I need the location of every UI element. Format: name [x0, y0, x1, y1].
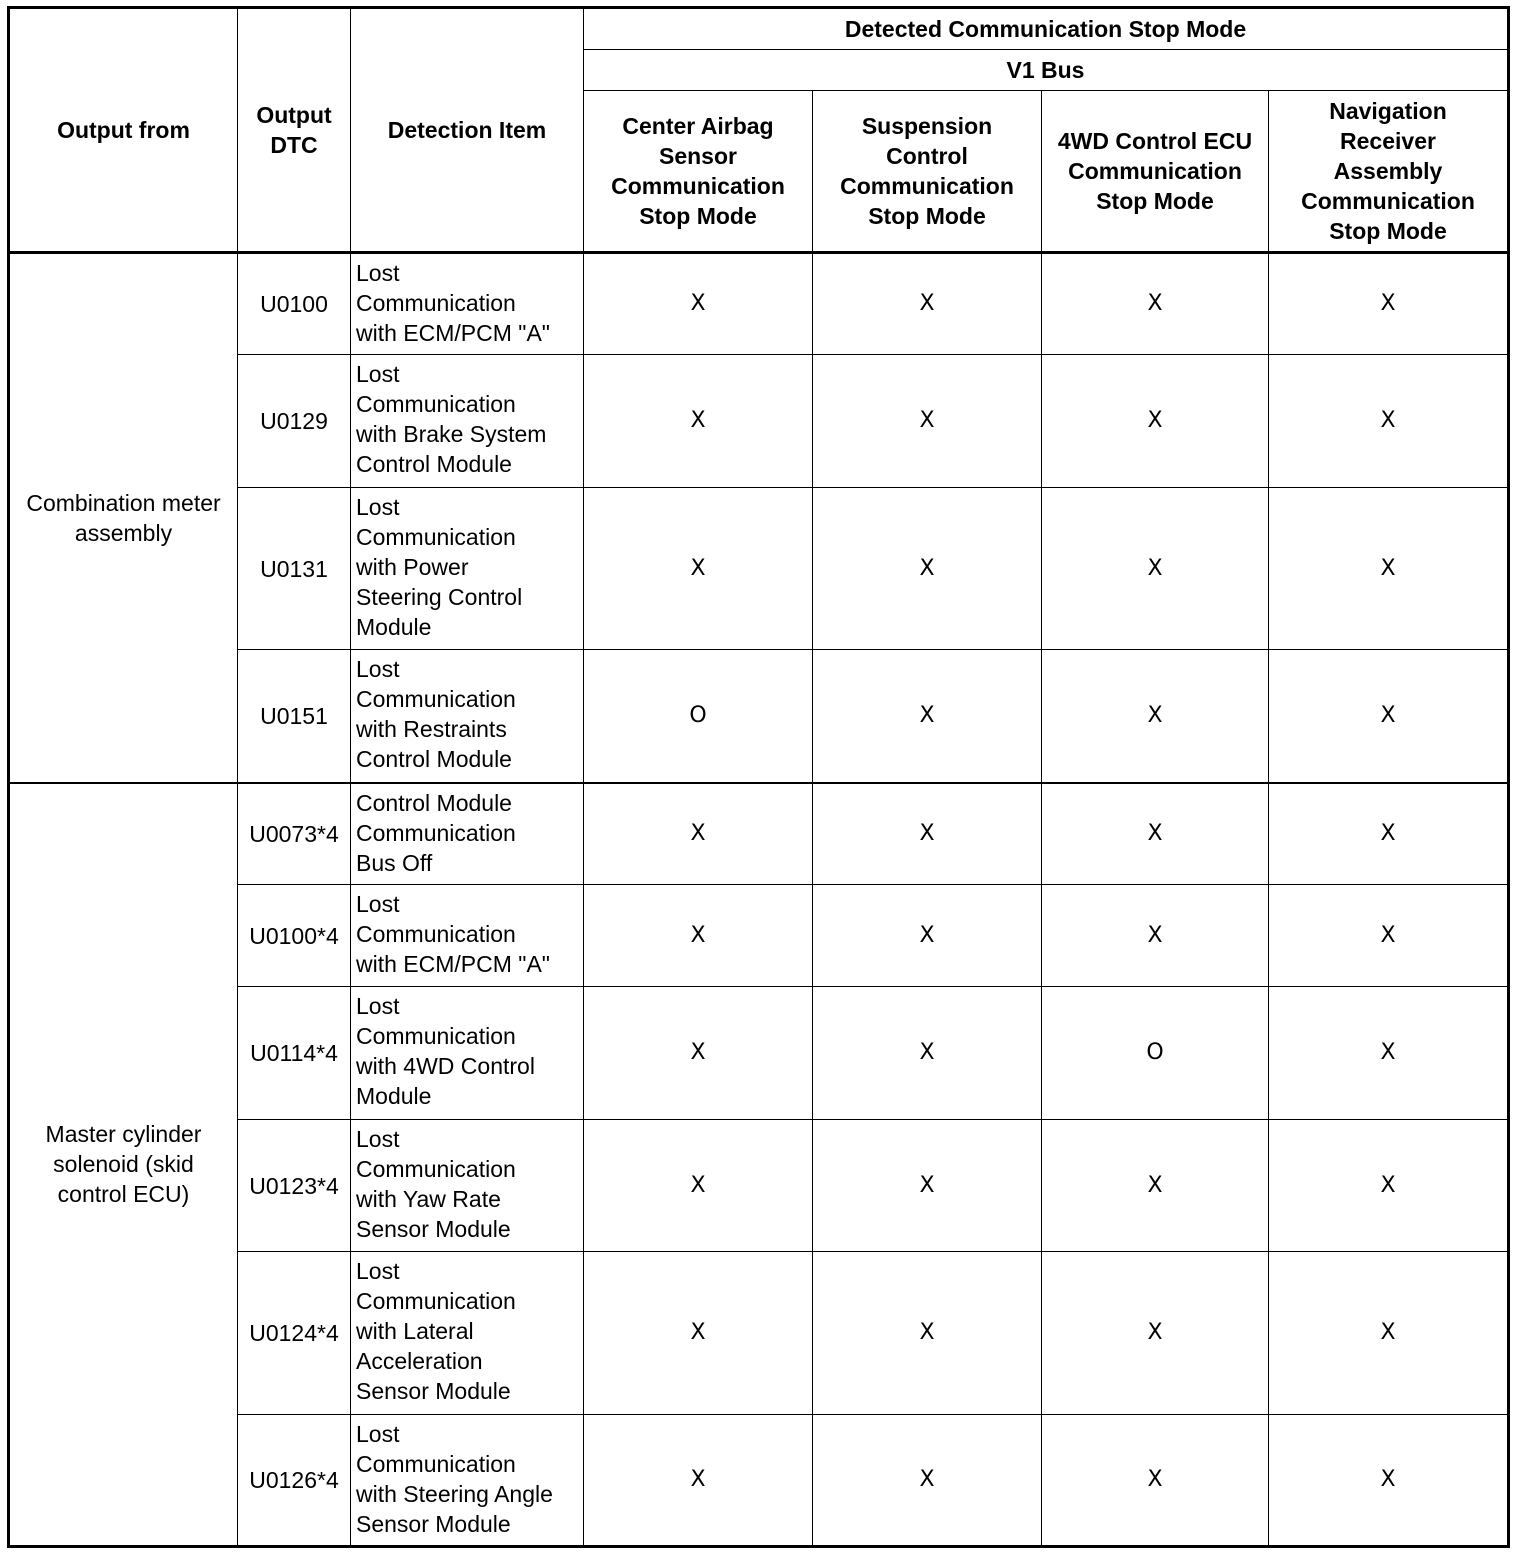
header-mode-center-airbag-sensor	[584, 91, 813, 253]
detection-item-line: Lost	[356, 361, 400, 387]
detection-item-line: Module	[356, 614, 432, 640]
table-body	[9, 253, 1509, 1547]
mark-not-detected: X	[813, 1415, 1042, 1547]
mark-not-detected: X	[584, 1415, 813, 1547]
detection-item-line: Communication	[356, 1451, 516, 1477]
header-detected-communication-stop-mode: Detected Communication Stop Mode	[584, 8, 1509, 50]
mark-not-detected: X	[584, 885, 813, 987]
header-mode-line: Assembly	[1333, 158, 1443, 184]
header-detection-item: Detection Item	[351, 8, 584, 253]
detection-item-line: Communication	[356, 524, 516, 550]
mark-not-detected: X	[584, 1252, 813, 1415]
mark-not-detected: X	[813, 650, 1042, 783]
detection-item-line: Communication	[356, 1288, 516, 1314]
mark-not-detected: X	[1269, 1120, 1509, 1252]
detection-item-line: with Lateral	[356, 1318, 474, 1344]
detection-item-line: with 4WD Control	[356, 1053, 535, 1079]
detection-item-line: Communication	[356, 1023, 516, 1049]
dtc-code: U0073*4	[238, 783, 351, 885]
dtc-code: U0129	[238, 355, 351, 488]
mark-not-detected: X	[1269, 488, 1509, 650]
dtc-communication-stop-mode-table	[7, 6, 1510, 1548]
mark-not-detected: X	[1269, 987, 1509, 1120]
header-mode-4wd-control-ecu	[1042, 91, 1269, 253]
detection-item-line: with Yaw Rate	[356, 1186, 501, 1212]
detection-item-line: Control Module	[356, 789, 512, 816]
table-header	[9, 8, 1509, 253]
detection-item-line: with Restraints	[356, 716, 507, 742]
detection-item-line: Communication	[356, 1156, 516, 1182]
output-from-line: solenoid (skid	[53, 1151, 194, 1178]
header-mode-line: Navigation	[1329, 98, 1447, 124]
mark-not-detected: X	[584, 355, 813, 488]
mark-not-detected: X	[1042, 355, 1269, 488]
mark-not-detected: X	[1042, 1415, 1269, 1547]
output-from-cell	[9, 783, 238, 1547]
detection-item-line: Steering Control	[356, 584, 523, 610]
mark-not-detected: X	[813, 987, 1042, 1120]
mark-not-detected: X	[1042, 650, 1269, 783]
table-row	[9, 783, 1509, 885]
mark-not-detected: X	[584, 1120, 813, 1252]
header-mode-line: Center Airbag	[622, 113, 774, 139]
header-mode-line: Communication	[611, 173, 785, 199]
detection-item	[351, 987, 584, 1120]
mark-not-detected: X	[813, 783, 1042, 885]
detection-item-line: with Power	[356, 554, 469, 580]
header-mode-line: Stop Mode	[1096, 188, 1214, 214]
mark-not-detected: X	[1269, 783, 1509, 885]
header-mode-line: Communication	[1068, 158, 1242, 184]
mark-not-detected: X	[813, 1252, 1042, 1415]
mark-not-detected: X	[1042, 253, 1269, 355]
detection-item	[351, 650, 584, 783]
dtc-code: U0131	[238, 488, 351, 650]
header-output-dtc-line1: Output	[256, 102, 332, 128]
dtc-code: U0123*4	[238, 1120, 351, 1252]
mark-detected: O	[1042, 987, 1269, 1120]
mark-not-detected: X	[813, 253, 1042, 355]
detection-item-line: Lost	[356, 1126, 400, 1152]
detection-item-line: Communication	[356, 819, 516, 846]
mark-not-detected: X	[584, 987, 813, 1120]
detection-item-line: Communication	[356, 391, 516, 417]
detection-item	[351, 1415, 584, 1547]
detection-item-line: with ECM/PCM "A"	[356, 951, 550, 977]
mark-not-detected: X	[1042, 1252, 1269, 1415]
mark-not-detected: X	[584, 488, 813, 650]
mark-not-detected: X	[584, 783, 813, 885]
header-mode-line: Stop Mode	[1329, 218, 1447, 244]
mark-not-detected: X	[1269, 885, 1509, 987]
detection-item	[351, 488, 584, 650]
detection-item-line: Control Module	[356, 451, 512, 477]
header-mode-line: Control	[886, 143, 968, 169]
mark-not-detected: X	[813, 355, 1042, 488]
detection-item-line: Lost	[356, 494, 400, 520]
detection-item-line: Lost	[356, 891, 400, 917]
detection-item	[351, 783, 584, 885]
detection-item-line: Module	[356, 1083, 432, 1109]
detection-item-line: Sensor Module	[356, 1378, 511, 1404]
mark-not-detected: X	[813, 885, 1042, 987]
detection-item-line: Acceleration	[356, 1348, 483, 1374]
output-from-line: Master cylinder	[45, 1121, 202, 1148]
mark-detected: O	[584, 650, 813, 783]
dtc-code: U0100*4	[238, 885, 351, 987]
detection-item-line: Lost	[356, 656, 400, 682]
detection-item	[351, 1120, 584, 1252]
detection-item-line: Communication	[356, 290, 516, 316]
header-mode-suspension-control	[813, 91, 1042, 253]
header-v1-bus: V1 Bus	[584, 50, 1509, 91]
mark-not-detected: X	[1042, 783, 1269, 885]
table-row	[9, 253, 1509, 355]
detection-item-line: Communication	[356, 686, 516, 712]
detection-item-line: Lost	[356, 1258, 400, 1284]
dtc-code: U0100	[238, 253, 351, 355]
header-mode-line: Sensor	[659, 143, 737, 169]
mark-not-detected: X	[1042, 488, 1269, 650]
mark-not-detected: X	[813, 488, 1042, 650]
mark-not-detected: X	[1269, 1415, 1509, 1547]
header-mode-line: 4WD Control ECU	[1057, 128, 1253, 154]
detection-item-line: Control Module	[356, 746, 512, 772]
header-output-dtc	[238, 8, 351, 253]
mark-not-detected: X	[584, 253, 813, 355]
header-mode-line: Stop Mode	[639, 203, 757, 229]
mark-not-detected: X	[1269, 650, 1509, 783]
header-mode-line: Communication	[840, 173, 1014, 199]
header-output-dtc-line2: DTC	[270, 132, 318, 158]
detection-item	[351, 885, 584, 987]
dtc-code: U0126*4	[238, 1415, 351, 1547]
detection-item-line: Lost	[356, 993, 400, 1019]
output-from-line: assembly	[74, 519, 173, 546]
header-mode-line: Suspension	[861, 113, 993, 139]
output-from-cell	[9, 253, 238, 783]
detection-item-line: Communication	[356, 921, 516, 947]
output-from-line: control ECU)	[57, 1181, 190, 1208]
mark-not-detected: X	[1042, 885, 1269, 987]
header-mode-navigation-receiver-assembly	[1269, 91, 1509, 253]
detection-item-line: with ECM/PCM "A"	[356, 320, 550, 346]
detection-item-line: Bus Off	[356, 849, 433, 876]
header-mode-line: Stop Mode	[868, 203, 986, 229]
detection-item	[351, 355, 584, 488]
dtc-code: U0124*4	[238, 1252, 351, 1415]
detection-item-line: Lost	[356, 1421, 400, 1447]
mark-not-detected: X	[1269, 253, 1509, 355]
header-mode-line: Receiver	[1340, 128, 1436, 154]
header-output-from: Output from	[9, 8, 238, 253]
detection-item	[351, 253, 584, 355]
detection-item-line: Sensor Module	[356, 1216, 511, 1242]
mark-not-detected: X	[1269, 355, 1509, 488]
mark-not-detected: X	[1269, 1252, 1509, 1415]
header-mode-line: Communication	[1301, 188, 1475, 214]
output-from-line: Combination meter	[26, 489, 221, 516]
dtc-code: U0151	[238, 650, 351, 783]
detection-item-line: with Brake System	[356, 421, 547, 447]
detection-item-line: Sensor Module	[356, 1511, 511, 1537]
detection-item-line: with Steering Angle	[356, 1481, 553, 1507]
dtc-code: U0114*4	[238, 987, 351, 1120]
mark-not-detected: X	[813, 1120, 1042, 1252]
mark-not-detected: X	[1042, 1120, 1269, 1252]
detection-item	[351, 1252, 584, 1415]
detection-item-line: Lost	[356, 260, 400, 286]
